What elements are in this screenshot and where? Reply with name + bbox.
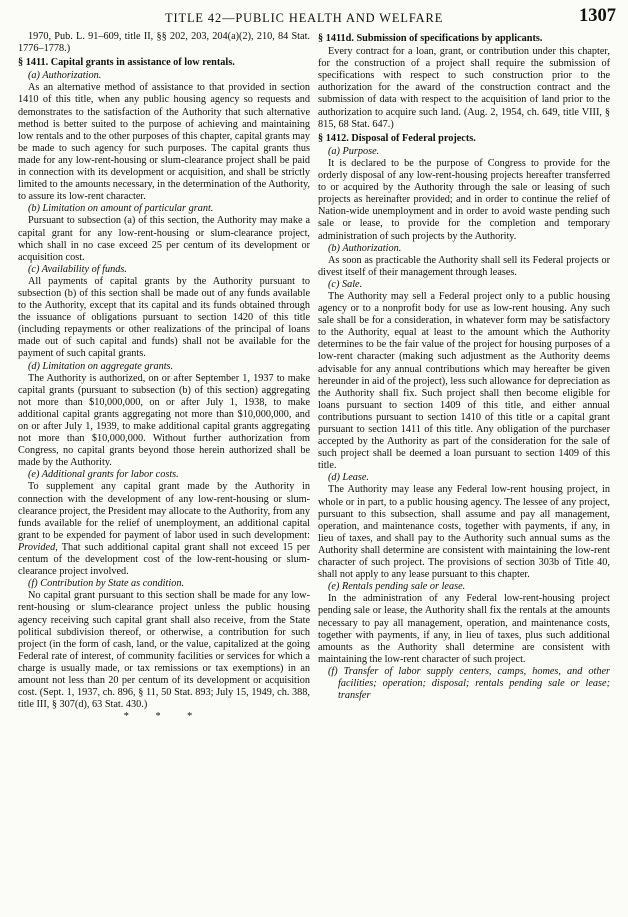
subsection-b-text: Pursuant to subsection (a) of this section, the Authority may make a capital grant for any low-rent-housing or slum-clearance project, which shall in no case exceed 25 per centum of its development or acquisition cost. [18, 215, 310, 263]
left-column [18, 31, 310, 723]
subsection-b-heading: (b) Authorization. [328, 242, 402, 254]
section-1412-heading: § 1412. Disposal of Federal projects. [318, 132, 476, 144]
citation-continuation: 1970, Pub. L. 91–609, title II, §§ 202, 203, 204(a)(2), 210, 84 Stat. 1776–1778.) [18, 31, 310, 55]
running-header [0, 5, 628, 29]
subsection-c-heading: (c) Availability of funds. [28, 263, 127, 275]
subsection-b-heading: (b) Limitation on amount of particular grant. [28, 203, 214, 215]
subsection-e-heading: (e) Rentals pending sale or lease. [328, 581, 466, 593]
subsection-a-heading: (a) Authorization. [28, 70, 102, 82]
subsection-c-text: All payments of capital grants by the Authority pursuant to subsection (b) of this section shall be made out of any funds available to the Authority, except that its capital and its funds obtained through the issuance of obligations pursuant to section 1420 of this title (including repayments or other realizations of the principal of loans made out of such capital and funds) shall not be available for the payment of such capital grants. [18, 275, 310, 360]
subsection-d-heading: (d) Limitation on aggregate grants. [28, 360, 174, 372]
section-1411-heading: § 1411. Capital grants in assistance of low rentals. [18, 57, 235, 69]
page-number: 1307 [579, 6, 616, 26]
subsection-e-text: In the administration of any Federal low-rent-housing project pending sale or lease, the Authority shall fix the rentals at the amounts necessary to pay all management, operation, and maintenance costs, together with payments, if any, in lieu of taxes, plus such additional amounts as the Authority shall determine are consistent with maintaining the low-rent character of such project. [318, 593, 610, 665]
subsection-f-heading: (f) Transfer of labor supply centers, camps, homes, and other facilities; operation; disposal; rentals pending sale or lease; transfer [328, 665, 610, 702]
subsection-c-text: The Authority may sell a Federal project only to a public housing agency or to a nonprofit body for use as low-rent housing. Any such sale shall be for a consideration, in whatever form may be satisfactory to the Authority, equal at least to the amount which the Authority determines to be the fair value of the project for housing purposes of a low-rent character (making such adjustment as the Authority deems advisable for any annual contributions which may hereafter be given hereunder in aid of the project), less such allowance for depreciation as the Authority shall fix. Such project shall then become eligible for loans pursuant to section 1409 of this title, and either annual contributions pursuant to section 1410 of this title or a capital grant pursuant to section 1411 of this title. Any obligation of the purchaser accepted by the Authority as part of the consideration for the sale of such project shall be deemed a loan pursuant to section 1409 of this title. [318, 290, 611, 472]
right-column [318, 31, 610, 702]
subsection-f-heading: (f) Contribution by State as condition. [28, 578, 185, 590]
subsection-d-heading: (d) Lease. [328, 472, 369, 484]
subsection-c-heading: (c) Sale. [328, 278, 363, 290]
section-1411d-text: Every contract for a loan, grant, or contribution under this chapter, for the construction of a project shall require the submission of specifications with respect to such construction prior to the authorization for the award of the construction contract and the submission of data with respect to the acquisition of land prior to the authorization to acquire such land. (Aug. 2, 1954, ch. 649, title VIII, § 815, 68 Stat. 647.) [318, 46, 610, 130]
subsection-a-text: It is declared to be the purpose of Congress to provide for the orderly disposal of any low-rent-housing projects hereafter transferred to or acquired by the Authority through the sale or leasing of such projects as hereinafter provided; and in order to continue the relief of Nation-wide unemployment and in order to avoid waste pending such sale or lease, to provide for the completion and temporary administration of such projects by the Authority. [318, 157, 610, 242]
subsection-e-heading: (e) Additional grants for labor costs. [28, 469, 179, 481]
subsection-b-text: As soon as practicable the Authority shall sell its Federal projects or divest itself of their management through leases. [318, 254, 610, 278]
running-header-title: TITLE 42—PUBLIC HEALTH AND WELFARE [165, 11, 444, 25]
subsection-f-text: No capital grant pursuant to this section shall be made for any low-rent-housing or slum-clearance project unless the public housing agency receiving such capital grant shall also receive, from the State political subdivision thereof, or otherwise, a contribution for such project (in the form of cash, land, or the value, capitalized at the going Federal rate of interest, of community facilities or services for which a charge is usually made, or tax remissions or tax exemptions) in an amount not less than 20 per centum of its development or acquisition cost. (Sept. 1, 1937, ch. 896, § 11, 50 Stat. 893; July 15, 1949, ch. 388, title III, § 307(d), 63 Stat. 430.) [18, 590, 310, 711]
subsection-d-text: The Authority may lease any Federal low-rent housing project, in whole or in part, to a public housing agency. The lessee of any project, pursuant to this subsection, shall assume and pay all management, operation, and maintenance costs, together with payments, if any, in lieu of taxes, and shall pay to the Authority such annual sums as the Authority shall determine are consistent with maintaining the low-rent character of such project. The provisions of section 303b of Title 40, shall not apply to any lease pursuant to this chapter. [318, 484, 610, 581]
section-break-stars: * * * [123, 711, 205, 723]
subsection-a-text: As an alternative method of assistance to that provided in section 1410 of this title, when any public housing agency so requests and demonstrates to the satisfaction of the Authority that such alternative method is better suited to the purpose of achieving and maintaining low rentals and to the other purposes of this chapter, capital grants may be made to such agency for such purposes. The capital grants thus made for any low-rent-housing or slum-clearance project shall be paid in connection with its development or acquisition, and shall be strictly limited to the amounts necessary, in the determination of the Authority, to assure its low-rent character. [18, 82, 310, 203]
subsection-e-text: To supplement any capital grant made by the Authority in connection with the development of any low-rent-housing or slum-clearance project, the President may allocate to the Authority, from any funds available for the relief of unemployment, an additional capital grant to be expended for payment of labor used in such development: Provided, That such additional capital grant shall not exceed 15 per centum of the development cost of the low-rent-housing or slum-clearance project involved. [18, 481, 310, 578]
subsection-d-text: The Authority is authorized, on or after September 1, 1937 to make capital grants (pursuant to subsection (b) of this section) aggregating not more than $10,000,000, on or after July 1, 1938, to make additional capital grants aggregating not more than $10,000,000, and on or after July 1, 1939, to make additional capital grants aggregating not more than $10,000,000. Without further authorization from Congress, no capital grants beyond those herein authorized shall be made by the Authority. [18, 372, 310, 469]
subsection-a-heading: (a) Purpose. [328, 145, 380, 157]
section-1411d-heading: § 1411d. Submission of specifications by applicants. [318, 33, 543, 44]
